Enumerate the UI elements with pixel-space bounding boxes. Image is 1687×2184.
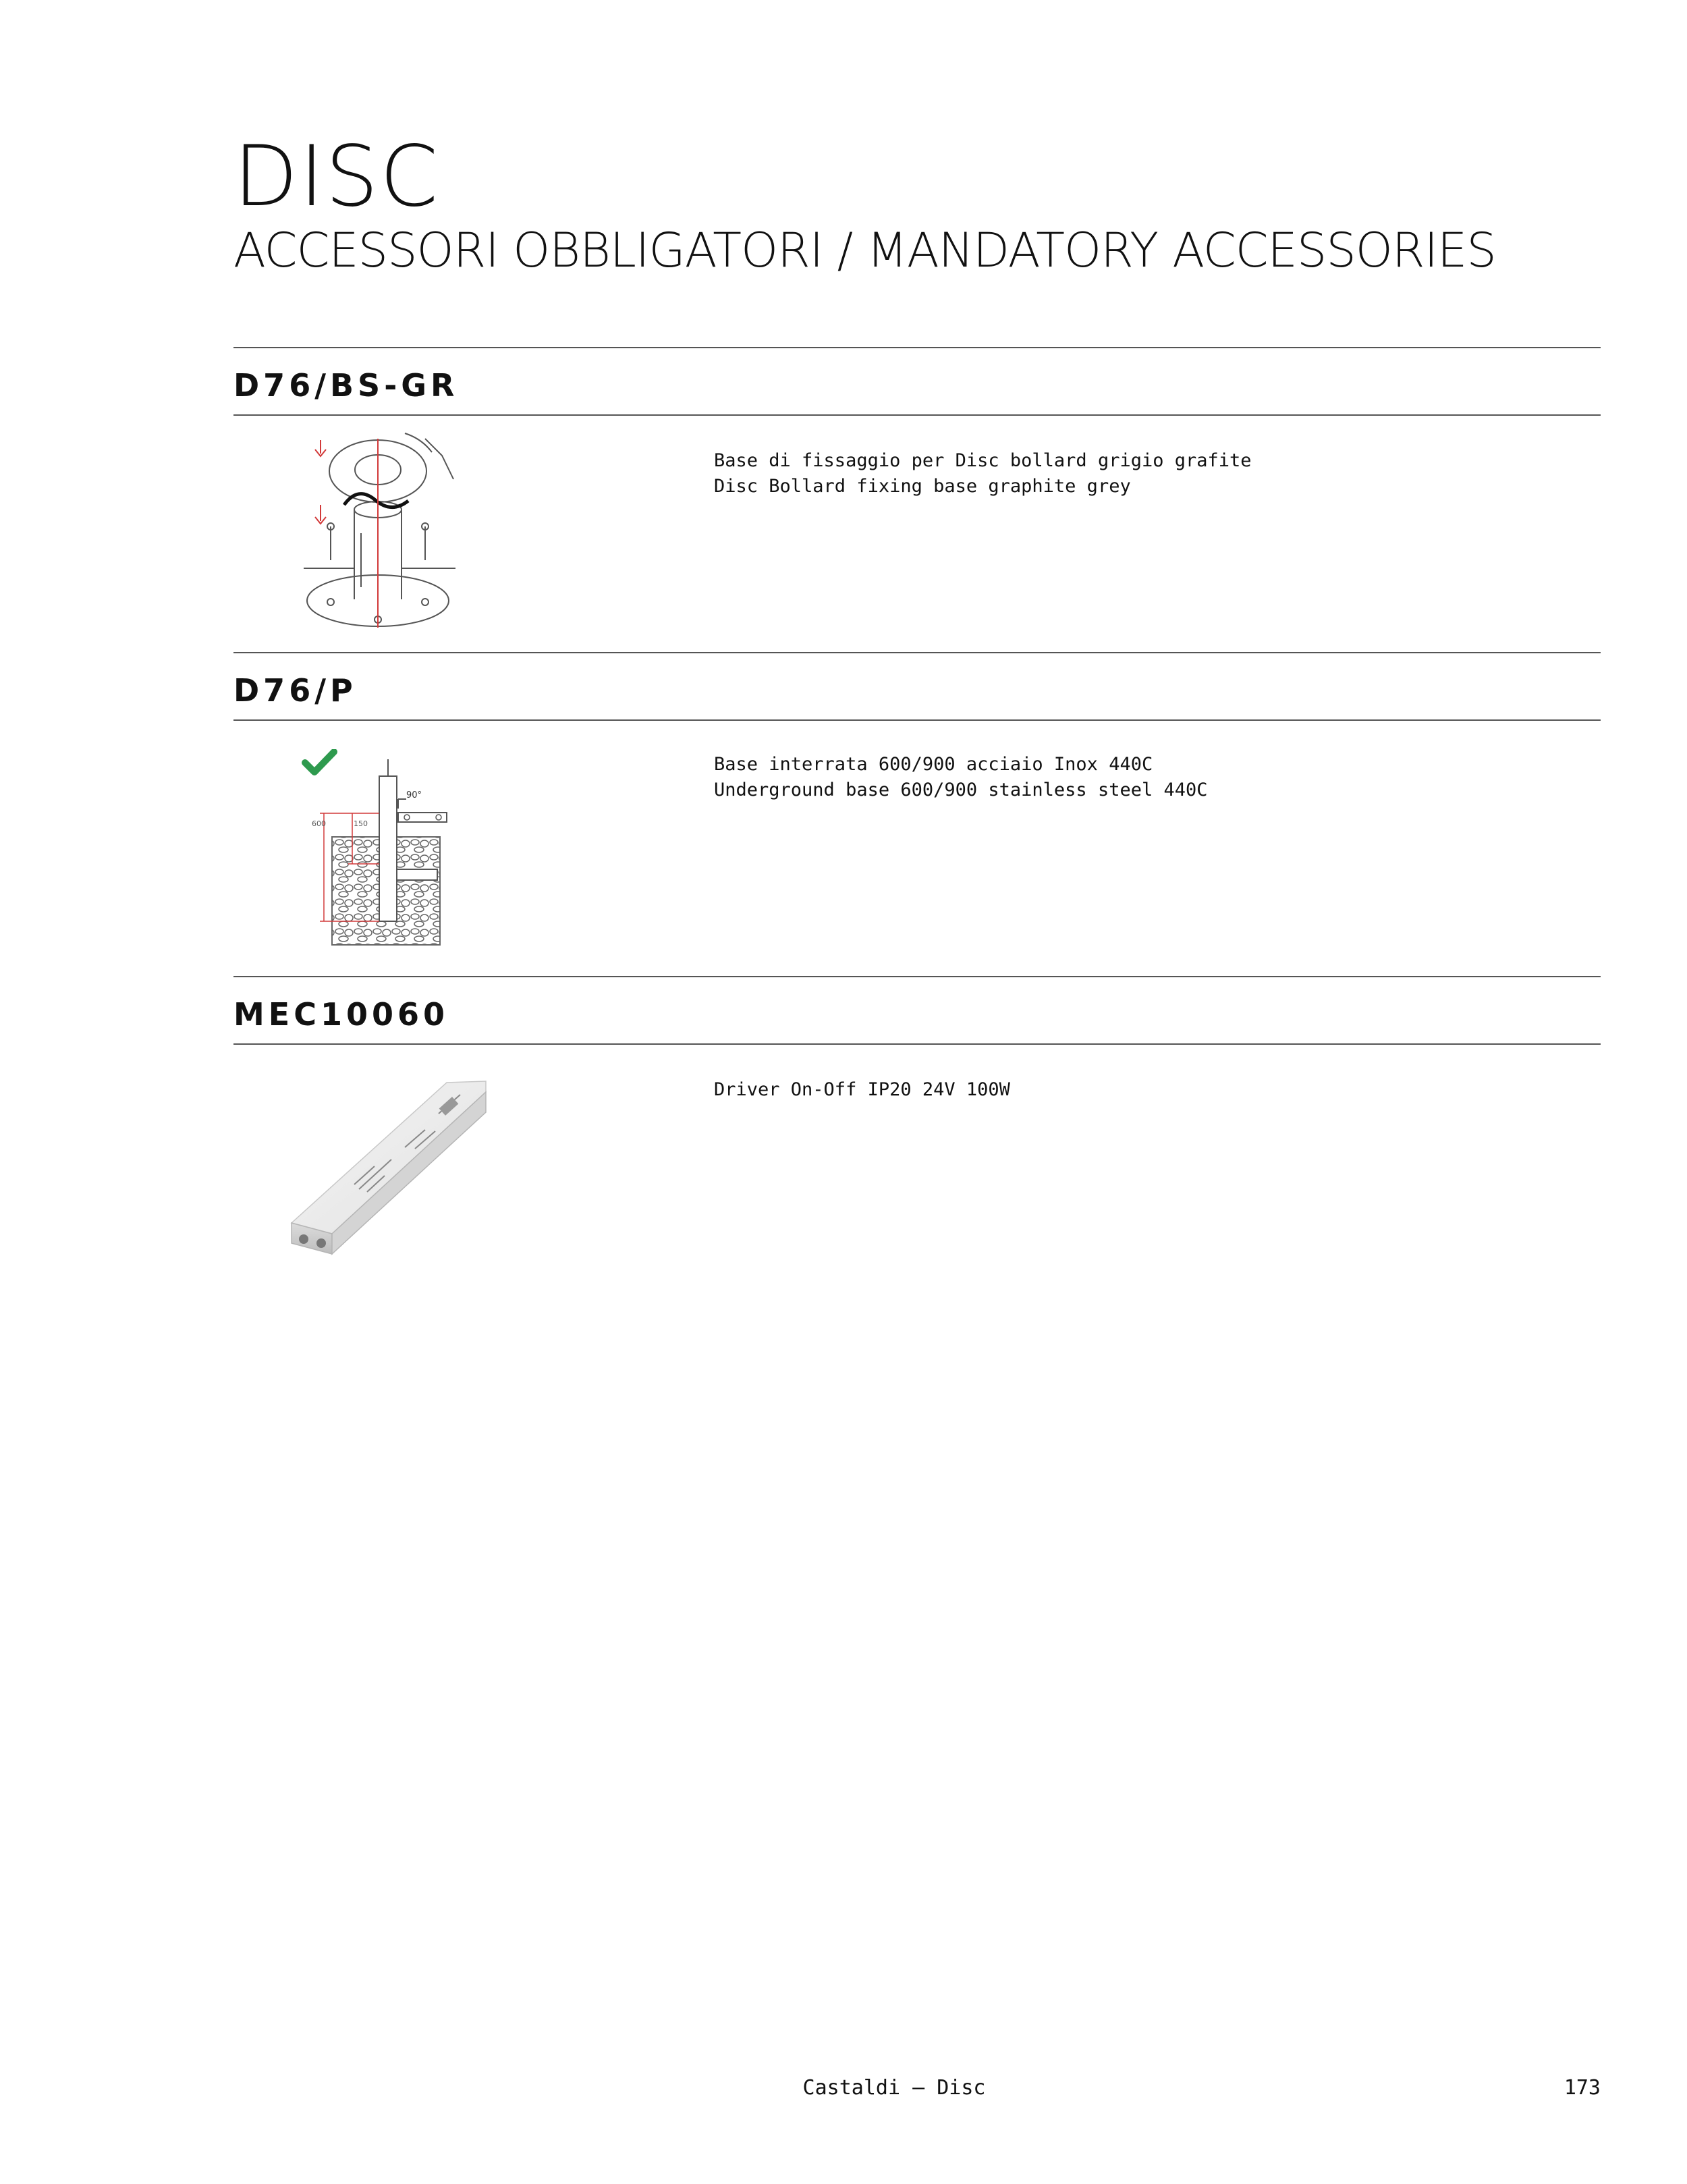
section-divider [233,1043,1601,1045]
section-divider [233,976,1601,977]
footer-brand: Castaldi — Disc [802,2076,986,2100]
fixing-base-drawing [290,425,466,634]
depth-label: 150 [354,819,368,828]
section-divider [233,414,1601,416]
page-number: 173 [1564,2076,1601,2100]
checkmark-icon [305,752,334,772]
description-it: Base interrata 600/900 acciaio Inox 440C [714,754,1153,775]
accessory-description [714,1077,1010,1103]
accessory-description [714,752,1208,803]
section-divider [233,719,1601,721]
page-subtitle: ACCESSORI OBBLIGATORI / MANDATORY ACCESSORIES [233,223,1496,278]
accessory-code: MEC10060 [233,996,449,1033]
page-title: DISC [233,128,440,225]
description-en: Underground base 600/900 stainless steel 440C [714,780,1208,800]
section-divider [233,347,1601,348]
section-divider [233,652,1601,653]
angle-label: 90° [406,790,422,800]
depth-label: 600 [312,819,326,828]
description-it: Base di fissaggio per Disc bollard grigio grafite [714,450,1252,471]
accessory-description [714,448,1252,499]
accessory-code: D76/BS-GR [233,367,459,404]
description-it: Driver On-Off IP20 24V 100W [714,1079,1010,1100]
accessory-code: D76/P [233,672,357,709]
description-en: Disc Bollard fixing base graphite grey [714,476,1131,497]
underground-base-drawing [297,749,466,952]
led-driver-photo [283,1073,499,1269]
